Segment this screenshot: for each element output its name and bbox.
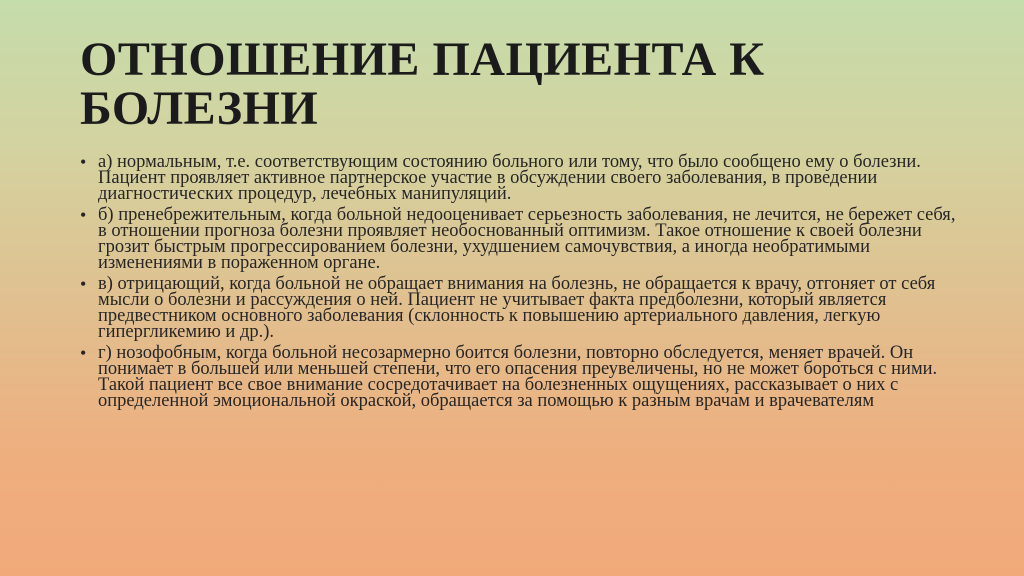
bullet-text: а) нормальным, т.е. соответствующим состоянию больного или тому, что было сообщено ему о болезни. Пациент проявляет активное партнерское участие в обсуждении своего заболевания, в проведении диагностических процедур, лечебных манипуляций. [98, 152, 921, 204]
bullet-dot-icon: • [80, 274, 87, 294]
bullet-dot-icon: • [80, 343, 87, 363]
bullet-item-b [80, 207, 960, 271]
bullet-dot-icon: • [80, 205, 87, 225]
slide-title: ОТНОШЕНИЕ ПАЦИЕНТА К БОЛЕЗНИ [80, 33, 765, 135]
bullet-text: б) пренебрежительным, когда больной недооценивает серьезность заболевания, не лечится, не бережет себя, в отношении прогноза болезни проявляет необоснованный оптимизм. Такое отношение к своей болезни грозит быстрым прогрессированием болезни, ухудшением самочувствия, а иногда необратимыми изменениями в пораженном органе. [98, 205, 956, 273]
bullet-list [80, 154, 960, 414]
bullet-item-a [80, 154, 960, 202]
bullet-item-d [80, 345, 960, 409]
bullet-dot-icon: • [80, 152, 87, 172]
bullet-text: в) отрицающий, когда больной не обращает внимания на болезнь, не обращается к врачу, отгоняет от себя мысли о болезни и рассуждения о ней. Пациент не учитывает факта предболезни, который является предвестником основного заболевания (склонность к повышению артериального давления, легкую гипергликемию и др.). [98, 274, 936, 342]
bullet-text: г) нозофобным, когда больной несозармерно боится болезни, повторно обследуется, меняет врачей. Он понимает в большей или меньшей степени, что его опасения преувеличены, но не может бороться с ними. Такой пациент все свое внимание сосредотачивает на болезненных ощущениях, рассказывает о них с определенной эмоциональной окраской, обращается за помощью к разным врачам и врачевателям [98, 343, 938, 411]
bullet-item-c [80, 276, 960, 340]
